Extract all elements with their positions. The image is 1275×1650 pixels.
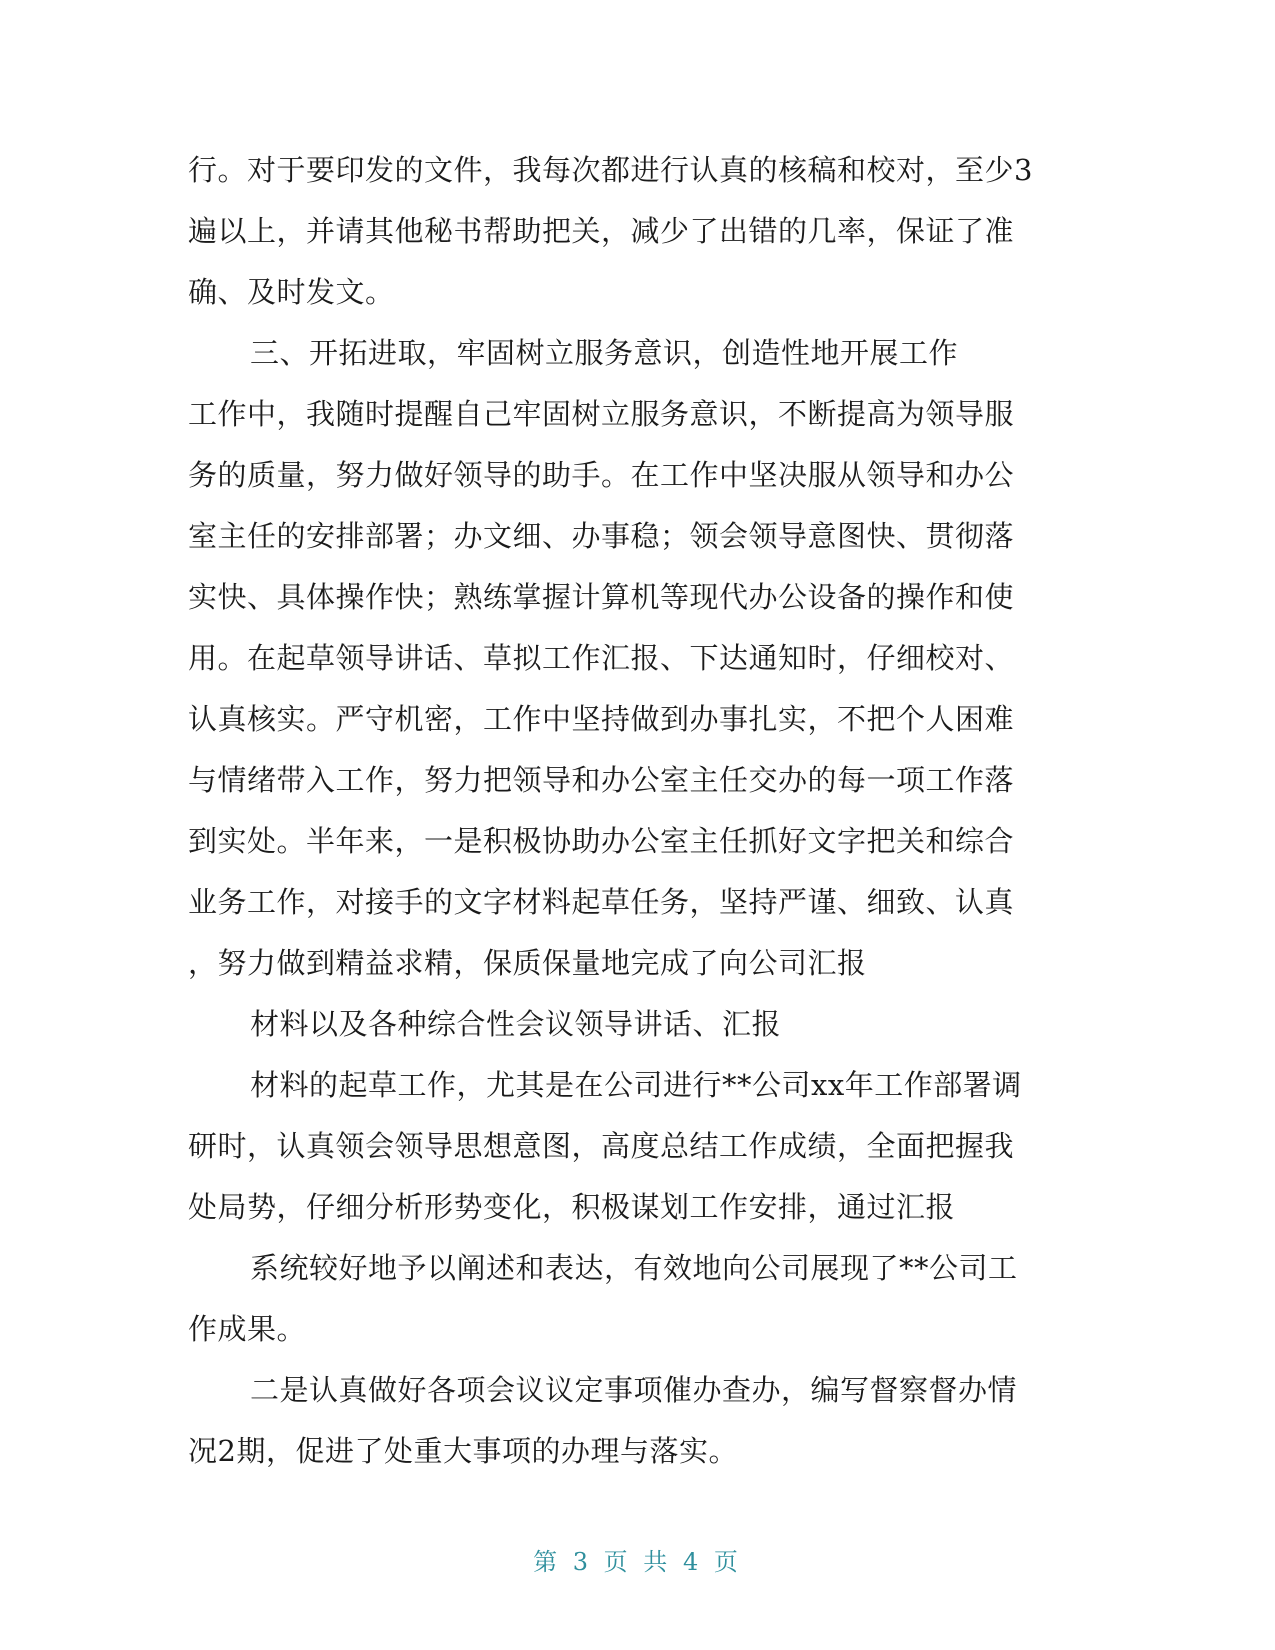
text-line: 遍以上，并请其他秘书帮助把关，减少了出错的几率，保证了准 <box>188 214 1015 248</box>
text-line: 行。对于要印发的文件，我每次都进行认真的核稿和校对，至少3 <box>188 153 1033 187</box>
text-line: 二是认真做好各项会议议定事项催办查办，编写督察督办情 <box>250 1373 1018 1407</box>
text-line: 务的质量，努力做好领导的助手。在工作中坚决服从领导和办公 <box>188 458 1015 492</box>
text-line: 处局势，仔细分析形势变化，积极谋划工作安排，通过汇报 <box>188 1190 956 1224</box>
text-line: 工作中，我随时提醒自己牢固树立服务意识，不断提高为领导服 <box>188 397 1015 431</box>
document-body <box>188 140 1098 1482</box>
text-line: 用。在起草领导讲话、草拟工作汇报、下达通知时，仔细校对、 <box>188 641 1015 675</box>
text-line: 业务工作，对接手的文字材料起草任务，坚持严谨、细致、认真 <box>188 885 1015 919</box>
text-line: 况2期，促进了处重大事项的办理与落实。 <box>188 1434 738 1468</box>
text-line: 实快、具体操作快；熟练掌握计算机等现代办公设备的操作和使 <box>188 580 1015 614</box>
page-number-footer: 第 3 页 共 4 页 <box>533 1548 742 1576</box>
text-line: 材料的起草工作，尤其是在公司进行**公司xx年工作部署调 <box>250 1068 1022 1102</box>
text-line: 系统较好地予以阐述和表达，有效地向公司展现了**公司工 <box>250 1251 1018 1285</box>
text-line: 研时，认真领会领导思想意图，高度总结工作成绩，全面把握我 <box>188 1129 1015 1163</box>
text-line: 确、及时发文。 <box>188 275 395 309</box>
text-line: 材料以及各种综合性会议领导讲话、汇报 <box>250 1007 782 1041</box>
text-line: 到实处。半年来，一是积极协助办公室主任抓好文字把关和综合 <box>188 824 1015 858</box>
section-heading: 三、开拓进取，牢固树立服务意识，创造性地开展工作 <box>250 336 959 370</box>
text-line: 作成果。 <box>188 1312 307 1346</box>
text-line: 与情绪带入工作，努力把领导和办公室主任交办的每一项工作落 <box>188 763 1015 797</box>
text-line: 认真核实。严守机密，工作中坚持做到办事扎实，不把个人困难 <box>188 702 1015 736</box>
text-line: 室主任的安排部署；办文细、办事稳；领会领导意图快、贯彻落 <box>188 519 1015 553</box>
text-line: ，努力做到精益求精，保质保量地完成了向公司汇报 <box>188 946 867 980</box>
